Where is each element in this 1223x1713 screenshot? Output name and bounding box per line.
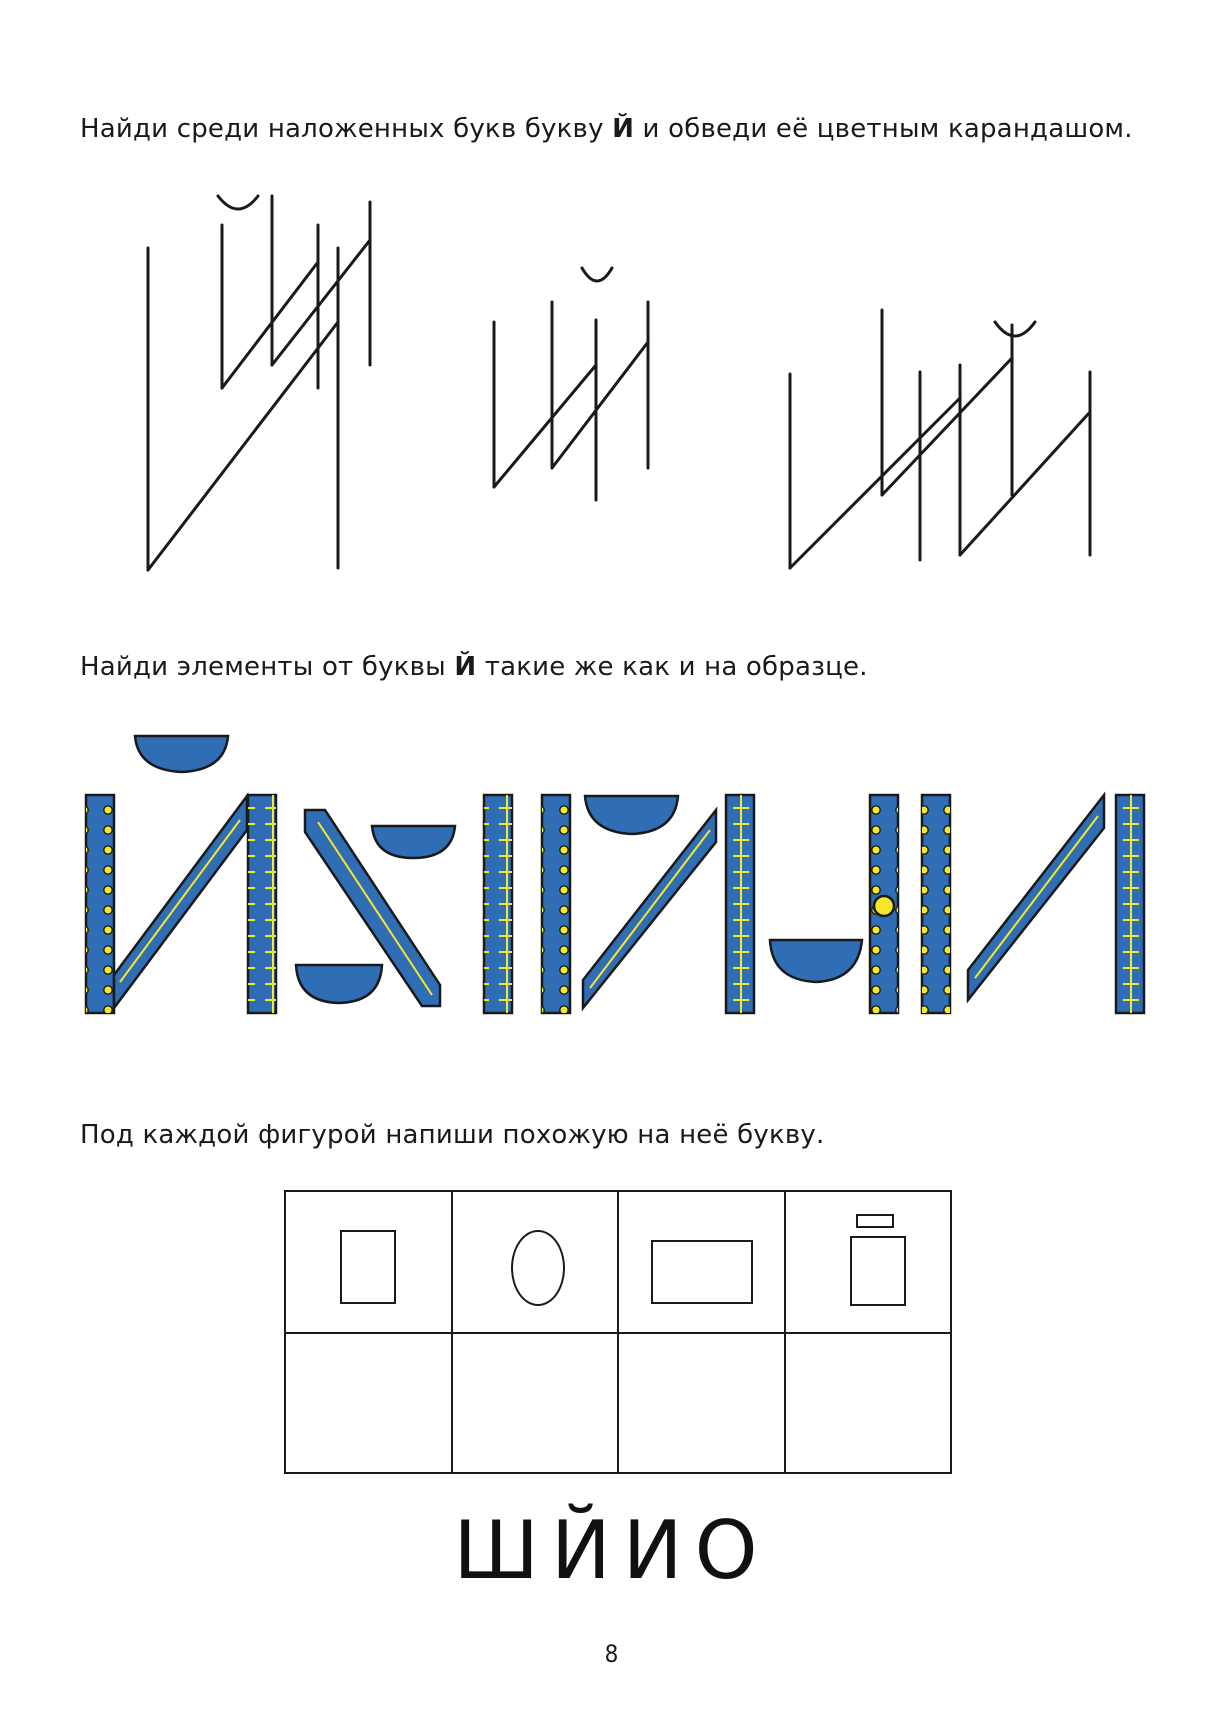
answer-cell-1[interactable]	[285, 1333, 452, 1473]
target-letter: Й	[454, 652, 477, 682]
wide-rectangle-shape	[651, 1240, 753, 1304]
answer-cell-4[interactable]	[785, 1333, 952, 1473]
element-breve-2	[372, 826, 455, 858]
shape-cell-4	[785, 1191, 952, 1333]
element-vertical-crosses-2	[484, 795, 512, 1013]
element-breve-5	[770, 940, 862, 982]
rectangle-shape	[850, 1236, 906, 1306]
element-vertical-dotted-3	[870, 795, 898, 1013]
shape-cell-1	[285, 1191, 452, 1333]
shape-cell-2	[452, 1191, 619, 1333]
target-letter: Й	[612, 114, 635, 144]
element-vertical-crosses-1	[248, 795, 276, 1013]
element-diagonal-1	[114, 796, 247, 1008]
element-vertical-dotted-4	[922, 795, 950, 1013]
element-vertical-dotted-2	[542, 795, 570, 1013]
answer-cell-3[interactable]	[618, 1333, 785, 1473]
shape-cell-3	[618, 1191, 785, 1333]
element-diagonal-4	[968, 795, 1104, 1000]
element-diagonal-3	[583, 810, 716, 1008]
answer-cell-2[interactable]	[452, 1333, 619, 1473]
element-breve-3	[296, 965, 382, 1003]
element-vertical-crosses-4	[1116, 795, 1144, 1013]
shape-letter-table	[284, 1190, 952, 1474]
tall-rectangle-shape	[340, 1230, 396, 1304]
answer-letters: ШЙИО	[453, 1504, 770, 1597]
element-vertical-dotted-1	[86, 795, 114, 1013]
element-vertical-crosses-3	[726, 795, 754, 1013]
bar-shape	[856, 1214, 894, 1228]
task-3-instruction: Под каждой фигурой напиши похожую на неё букву.	[80, 1120, 825, 1150]
element-breve-1	[135, 736, 228, 772]
task-2-instruction: Найди элементы от буквы Й такие же как и на образце.	[80, 652, 868, 682]
page-number: 8	[604, 1640, 619, 1668]
oval-shape	[511, 1230, 565, 1306]
task-1-instruction: Найди среди наложенных букв букву Й и обведи её цветным карандашом.	[80, 114, 1133, 144]
element-breve-4	[585, 796, 678, 834]
